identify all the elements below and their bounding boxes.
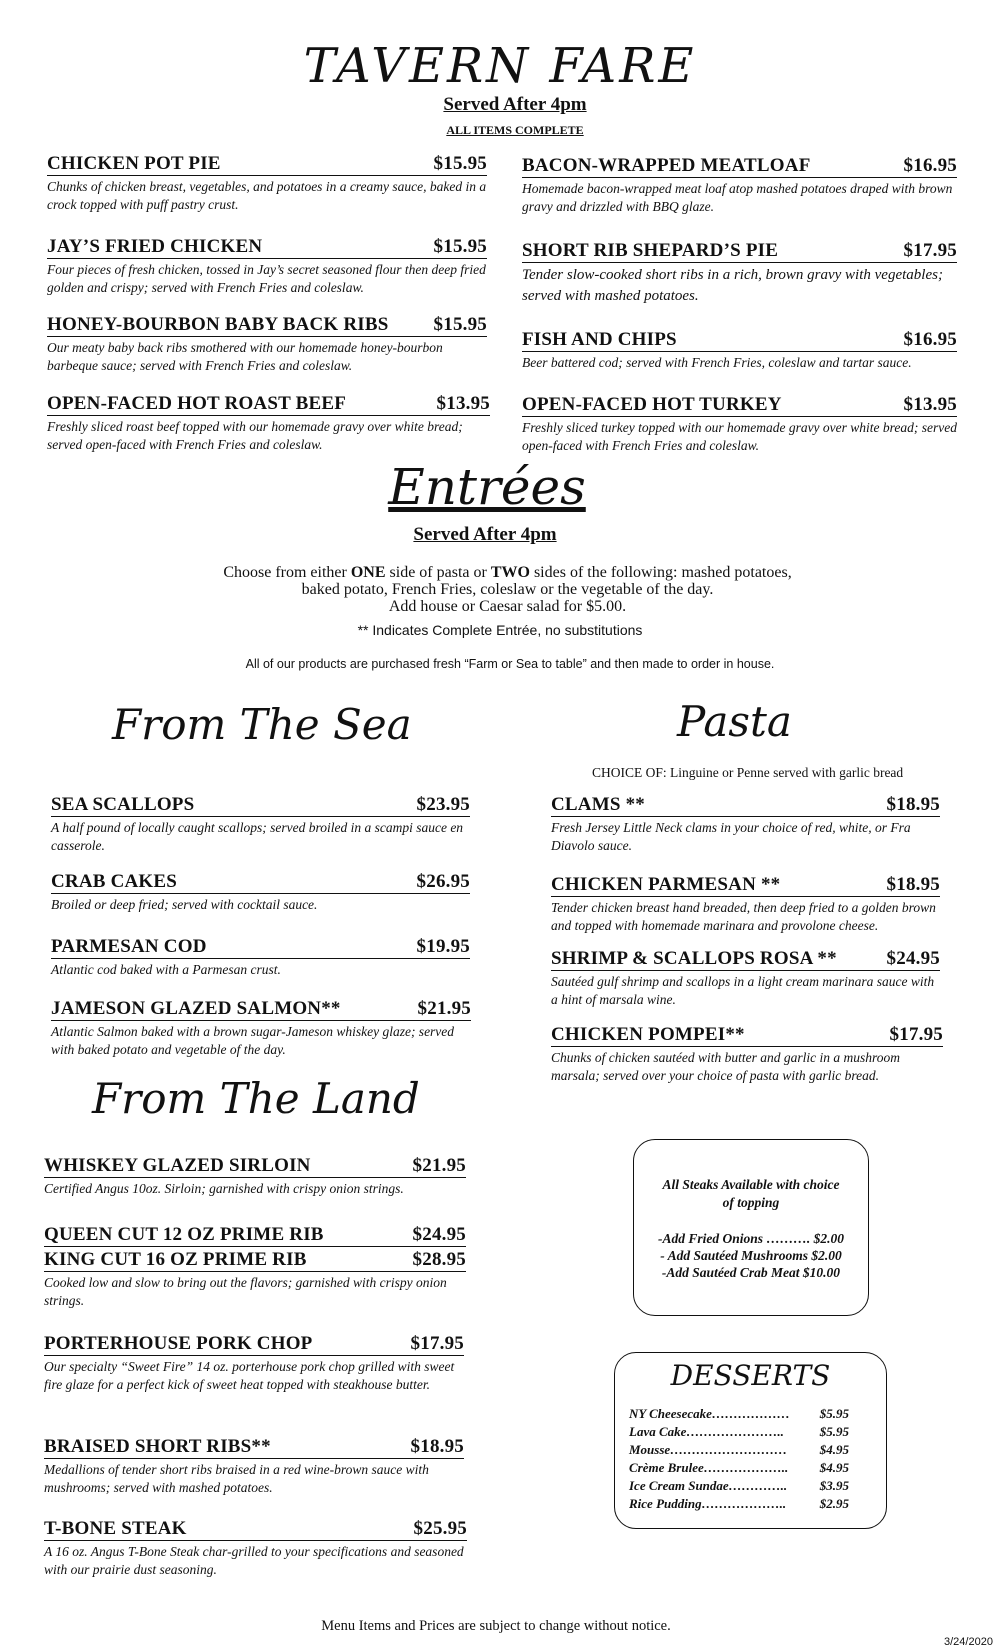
item-description: A half pound of locally caught scallops; served broiled in a scampi sauce en casserole. <box>51 820 464 853</box>
menu-item <box>522 240 957 307</box>
item-description: Medallions of tender short ribs braised in a red wine-brown sauce with mushrooms; served with mashed potatoes. <box>44 1462 429 1495</box>
footer-date: 3/24/2020 <box>944 1636 993 1648</box>
dessert-item: Rice Pudding……………….. $2.95 <box>629 1496 849 1511</box>
item-price: $15.95 <box>433 153 487 174</box>
item-price: $18.95 <box>410 1436 464 1457</box>
item-name: CHICKEN POT PIE <box>47 153 221 174</box>
menu-item <box>44 1333 464 1394</box>
item-description: Freshly sliced turkey topped with our homemade gravy over white bread; served open-faced with French Fries and coleslaw. <box>522 420 958 453</box>
item-description: Tender chicken breast hand breaded, then deep fried to a golden brown and topped with homemade marinara and provolone cheese. <box>551 900 936 933</box>
item-description: Broiled or deep fried; served with cocktail sauce. <box>51 897 318 912</box>
item-price: $15.95 <box>433 314 487 335</box>
item-description: Chunks of chicken sautéed with butter and garlic in a mushroom marsala; served over your choice of pasta with garlic bread. <box>551 1050 900 1083</box>
entrees-title: Entrées <box>388 458 586 516</box>
item-price: $18.95 <box>886 874 940 895</box>
item-name: KING CUT 16 OZ PRIME RIB <box>44 1249 307 1270</box>
item-price: $28.95 <box>412 1249 466 1270</box>
menu-item <box>47 393 490 454</box>
item-price: $26.95 <box>416 871 470 892</box>
item-price: $24.95 <box>412 1224 466 1245</box>
item-name: CLAMS ** <box>551 794 645 815</box>
topping-option: -Add Fried Onions ………. $2.00 <box>657 1231 845 1246</box>
land-title: From The Land <box>92 1074 420 1123</box>
topping-option: -Add Sautéed Crab Meat $10.00 <box>661 1265 841 1280</box>
item-name: CRAB CAKES <box>51 871 178 892</box>
steak-toppings-box <box>633 1139 869 1316</box>
menu-item <box>551 1024 943 1085</box>
item-name: SEA SCALLOPS <box>51 794 195 815</box>
item-description: Four pieces of fresh chicken, tossed in Jay’s secret seasoned flour then deep fried golden and crispy; served with French Fries and coleslaw. <box>47 262 486 295</box>
menu-item <box>51 871 470 914</box>
item-name: SHRIMP & SCALLOPS ROSA ** <box>551 948 837 969</box>
item-name: HONEY-BOURBON BABY BACK RIBS <box>47 314 389 335</box>
item-price: $21.95 <box>412 1155 466 1176</box>
dessert-item: Lava Cake………………….. $5.95 <box>629 1424 849 1439</box>
menu-item <box>551 948 940 1009</box>
item-description: Fresh Jersey Little Neck clams in your choice of red, white, or Fra Diavolo sauce. <box>551 820 911 853</box>
item-price: $21.95 <box>417 998 471 1019</box>
tavern-complete: ALL ITEMS COMPLETE <box>446 123 584 137</box>
dessert-item: Ice Cream Sundae………….. $3.95 <box>629 1478 849 1493</box>
sea-title: From The Sea <box>112 700 412 749</box>
item-name: CHICKEN PARMESAN ** <box>551 874 781 895</box>
item-name: PORTERHOUSE PORK CHOP <box>44 1333 313 1354</box>
desserts-box <box>614 1352 887 1529</box>
item-name: WHISKEY GLAZED SIRLOIN <box>44 1155 311 1176</box>
tavern-served: Served After 4pm <box>443 94 587 115</box>
dessert-item: NY Cheesecake……………… $5.95 <box>629 1406 849 1421</box>
item-name: FISH AND CHIPS <box>522 329 677 350</box>
item-description: A 16 oz. Angus T-Bone Steak char-grilled to your specifications and seasoned with our prairie dust seasoning. <box>44 1544 464 1577</box>
menu-item <box>44 1155 466 1198</box>
dessert-item: Mousse……………………… $4.95 <box>629 1442 849 1457</box>
fresh-note: All of our products are purchased fresh “Farm or Sea to table” and then made to order in house. <box>245 657 775 671</box>
pasta-title: Pasta <box>677 697 792 746</box>
dessert-item: Crème Brulee……………….. $4.95 <box>629 1460 849 1475</box>
item-description: Freshly sliced roast beef topped with our homemade gravy over white bread; served open-faced with French Fries and coleslaw. <box>47 419 463 452</box>
item-description: Cooked low and slow to bring out the flavors; garnished with crispy onion strings. <box>44 1275 447 1308</box>
item-description: Atlantic Salmon baked with a brown sugar-Jameson whiskey glaze; served with baked potato and vegetable of the day. <box>51 1024 455 1057</box>
menu-item <box>522 155 957 216</box>
item-description: Our specialty “Sweet Fire” 14 oz. porterhouse pork chop grilled with sweet fire glaze for a perfect kick of sweet heat topped with steakhouse butter. <box>44 1359 455 1392</box>
item-description: Sautéed gulf shrimp and scallops in a light cream marinara sauce with a hint of marsala wine. <box>551 974 935 1007</box>
item-price: $16.95 <box>903 329 957 350</box>
item-name: BACON-WRAPPED MEATLOAF <box>522 155 811 176</box>
item-name: T-BONE STEAK <box>44 1518 187 1539</box>
item-name: QUEEN CUT 12 OZ PRIME RIB <box>44 1224 324 1245</box>
item-price: $23.95 <box>416 794 470 815</box>
menu-item <box>44 1224 466 1310</box>
item-price: $19.95 <box>416 936 470 957</box>
tavern-title: TAVERN FARE <box>303 38 697 94</box>
item-price: $17.95 <box>889 1024 943 1045</box>
item-price: $17.95 <box>410 1333 464 1354</box>
menu-item <box>51 794 470 855</box>
item-price: $16.95 <box>903 155 957 176</box>
menu-item <box>47 314 487 375</box>
menu-item <box>522 394 957 455</box>
item-price: $18.95 <box>886 794 940 815</box>
complete-entree-note: ** Indicates Complete Entrée, no substitutions <box>357 622 643 638</box>
item-price: $13.95 <box>436 393 490 414</box>
item-description: Our meaty baby back ribs smothered with our homemade honey-bourbon barbeque sauce; served with French Fries and coleslaw. <box>47 340 443 373</box>
item-price: $25.95 <box>413 1518 467 1539</box>
item-price: $24.95 <box>886 948 940 969</box>
item-name: CHICKEN POMPEI** <box>551 1024 745 1045</box>
toppings-heading: All Steaks Available with choice <box>662 1177 840 1192</box>
item-description: Chunks of chicken breast, vegetables, and potatoes in a creamy sauce, baked in a crock topped with puff pastry crust. <box>47 179 487 212</box>
item-name: OPEN-FACED HOT ROAST BEEF <box>47 393 347 414</box>
desserts-title: DESSERTS <box>670 1359 831 1392</box>
topping-option: - Add Sautéed Mushrooms $2.00 <box>660 1248 842 1263</box>
item-name: BRAISED SHORT RIBS** <box>44 1436 271 1457</box>
item-name: JAMESON GLAZED SALMON** <box>51 998 341 1019</box>
item-name: PARMESAN COD <box>51 936 207 957</box>
entrees-served: Served After 4pm <box>413 524 557 545</box>
item-price: $17.95 <box>903 240 957 261</box>
item-description: Beer battered cod; served with French Fries, coleslaw and tartar sauce. <box>522 355 912 370</box>
item-description: Certified Angus 10oz. Sirloin; garnished with crispy onion strings. <box>44 1181 404 1196</box>
footer-notice: Menu Items and Prices are subject to change without notice. <box>321 1618 671 1634</box>
menu-item <box>522 329 957 372</box>
menu-item <box>51 936 470 979</box>
menu-item <box>551 794 940 855</box>
item-name: JAY’S FRIED CHICKEN <box>47 236 263 257</box>
menu-item <box>551 874 940 935</box>
item-name: SHORT RIB SHEPARD’S PIE <box>522 240 779 261</box>
pasta-choice-note: CHOICE OF: Linguine or Penne served with garlic bread <box>592 765 904 780</box>
item-price: $13.95 <box>903 394 957 415</box>
item-description: Homemade bacon-wrapped meat loaf atop mashed potatoes draped with brown gravy and drizzled with BBQ glaze. <box>522 181 953 214</box>
menu-item <box>44 1518 467 1579</box>
menu-item <box>44 1436 464 1497</box>
toppings-heading: of topping <box>722 1195 780 1210</box>
item-name: OPEN-FACED HOT TURKEY <box>522 394 782 415</box>
menu-item <box>51 998 471 1059</box>
entrees-sides-note: Choose from either ONE side of pasta or TWO sides of the following: mashed potatoes, baked potato, French Fries, coleslaw or the vegetable of the day. Add house or Caesar salad for $5.00. <box>223 564 792 615</box>
item-price: $15.95 <box>433 236 487 257</box>
menu-item <box>47 153 487 214</box>
item-description: Atlantic cod baked with a Parmesan crust. <box>51 962 281 977</box>
item-description: Tender slow-cooked short ribs in a rich, brown gravy with vegetables; served with mashed potatoes. <box>522 267 943 304</box>
menu-item <box>47 236 487 297</box>
